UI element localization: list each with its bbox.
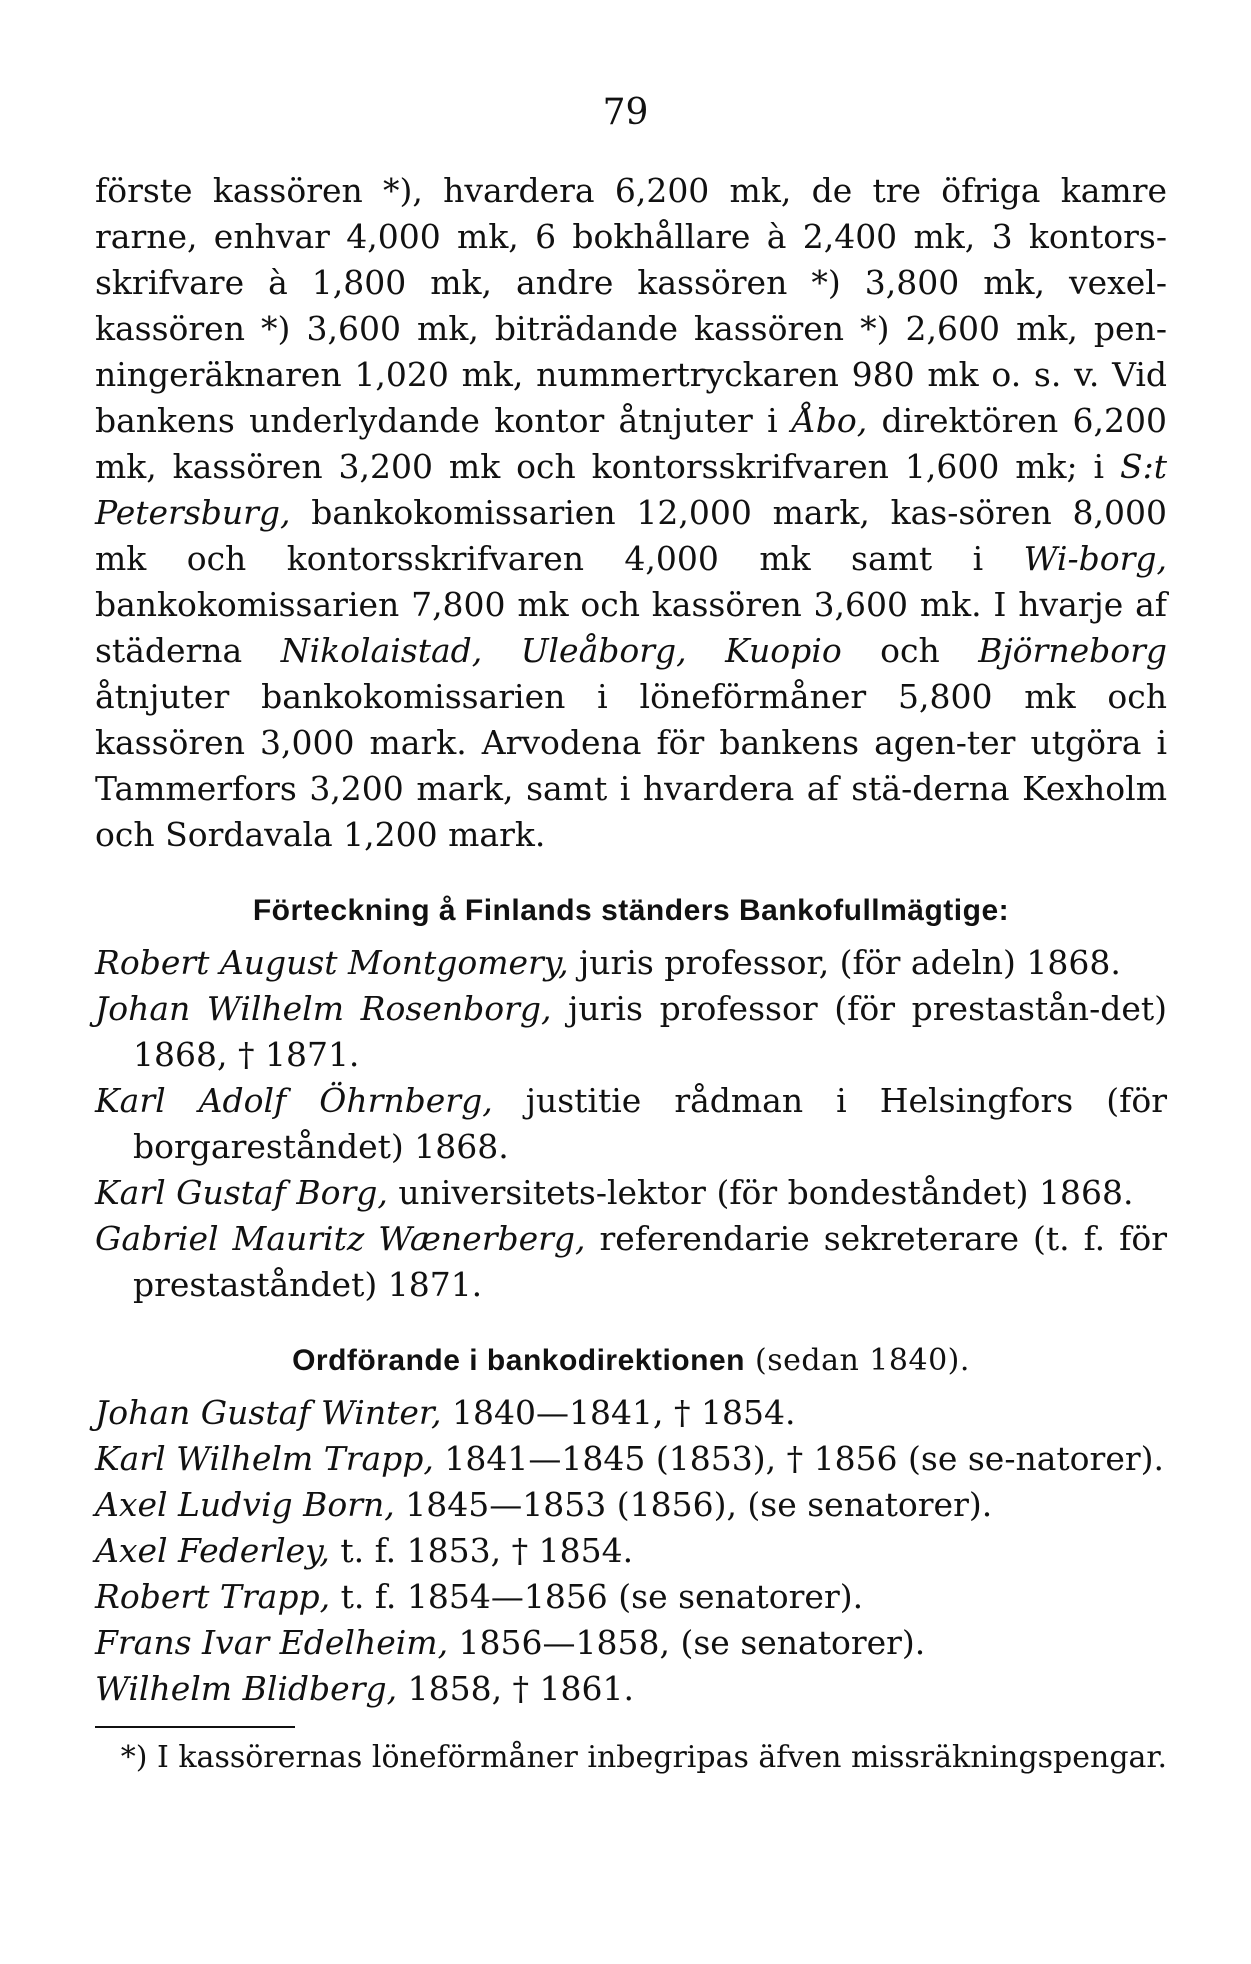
- list-item: [95, 1620, 1167, 1666]
- person-detail: juris professor, (för adeln) 1868.: [568, 943, 1121, 982]
- person-detail: juris professor (för prestastån-det) 1868, † 1871.: [133, 989, 1168, 1074]
- person-name: Karl Gustaf Borg,: [95, 1173, 388, 1212]
- person-detail: 1845—1853 (1856), (se senatorer).: [394, 1485, 993, 1524]
- salary-paragraph: [95, 168, 1167, 858]
- person-name: Johan Wilhelm Rosenborg,: [95, 989, 552, 1028]
- person-detail: 1856—1858, (se senatorer).: [448, 1623, 926, 1662]
- person-detail: 1840—1841, † 1854.: [441, 1393, 796, 1432]
- para-text-6: åtnjuter bankokomissarien i löneförmåner 5,800 mk och kassören 3,000 mark. Arvodena för bankens agen-ter utgöra i Tammerfors 3,200 mark, samt i hvardera af stä-derna Kexholm och Sordavala 1,200 mark.: [95, 677, 1167, 854]
- list-item: [95, 1078, 1167, 1170]
- section-heading-ordforande: [95, 1338, 1167, 1384]
- para-text-1: förste kassören *), hvardera 6,200 mk, de tre öfriga kamre rarne, enhvar 4,000 mk, 6 bokhållare à 2,400 mk, 3 kontors-skrifvare à 1,800 mk, andre kassören *) 3,800 mk, vexel-kassören *) 3,600 mk, biträdande kassören *) 2,600 mk, pen-ningeräknaren 1,020 mk, nummertryckaren 980 mk o. s. v. Vid bankens underlydande kontor åtnjuter i: [95, 171, 1167, 440]
- heading-main: Ordförande i bankodirektionen: [292, 1344, 745, 1377]
- footnote-divider: [95, 1726, 295, 1728]
- person-detail: justitie rådman i Helsingfors (för borgareståndet) 1868.: [133, 1081, 1167, 1166]
- list-item: [95, 1666, 1167, 1712]
- para-text-3: bankokomissarien 12,000 mark, kas-sören 8,000 mk och kontorsskrifvaren 4,000 mk samt i: [95, 493, 1167, 578]
- person-name: Wilhelm Blidberg,: [95, 1669, 398, 1708]
- page-number: 79: [602, 92, 649, 133]
- places-towns: Nikolaistad, Uleåborg, Kuopio: [280, 631, 842, 670]
- footnote: *) I kassörernas löneförmåner inbegripas äfven missräkningspengar.: [120, 1740, 1167, 1775]
- list-item: [95, 986, 1167, 1078]
- person-name: Karl Adolf Öhrnberg,: [95, 1081, 493, 1120]
- list-item: [95, 1390, 1167, 1436]
- list-item: [95, 1574, 1167, 1620]
- list-item: [95, 1170, 1167, 1216]
- place-abo: Åbo,: [791, 401, 868, 440]
- person-detail: referendarie sekreterare (t. f. för prestaståndet) 1871.: [133, 1219, 1168, 1304]
- place-wiborg: Wi-borg,: [1023, 539, 1167, 578]
- person-name: Frans Ivar Edelheim,: [95, 1623, 449, 1662]
- list-item: [95, 1436, 1167, 1482]
- para-text-2: direktören 6,200 mk, kassören 3,200 mk och kontorsskrifvaren 1,600 mk; i: [95, 401, 1167, 486]
- place-bjorneborg: Björneborg: [978, 631, 1167, 670]
- person-detail: t. f. 1853, † 1854.: [329, 1531, 634, 1570]
- person-name: Axel Ludvig Born,: [95, 1485, 395, 1524]
- person-name: Gabriel Mauritz Wænerberg,: [95, 1219, 586, 1258]
- person-name: Karl Wilhelm Trapp,: [95, 1439, 434, 1478]
- person-name: Johan Gustaf Winter,: [95, 1393, 442, 1432]
- text-column: [95, 168, 1167, 1780]
- person-name: Robert August Montgomery,: [95, 943, 569, 982]
- list-item: [95, 1482, 1167, 1528]
- list-item: [95, 1216, 1167, 1308]
- para-text-5: och: [841, 631, 979, 670]
- para-text-4: bankokomissarien 7,800 mk och kassören 3,600 mk. I hvarje af städerna: [95, 585, 1167, 670]
- person-name: Robert Trapp,: [95, 1577, 331, 1616]
- place-st-petersburg: S:t Petersburg,: [95, 447, 1167, 532]
- person-detail: 1858, † 1861.: [397, 1669, 635, 1708]
- person-detail: t. f. 1854—1856 (se senatorer).: [330, 1577, 864, 1616]
- person-name: Axel Federley,: [95, 1531, 330, 1570]
- list-item: [95, 1528, 1167, 1574]
- heading-paren: (sedan 1840).: [744, 1343, 970, 1378]
- section-heading-fullmaktige: Förteckning å Finlands ständers Bankofullmägtige:: [252, 894, 1010, 927]
- person-detail: universitets-lektor (för bondeståndet) 1868.: [387, 1173, 1134, 1212]
- list-item: [95, 940, 1167, 986]
- person-detail: 1841—1845 (1853), † 1856 (se se-natorer).: [433, 1439, 1164, 1478]
